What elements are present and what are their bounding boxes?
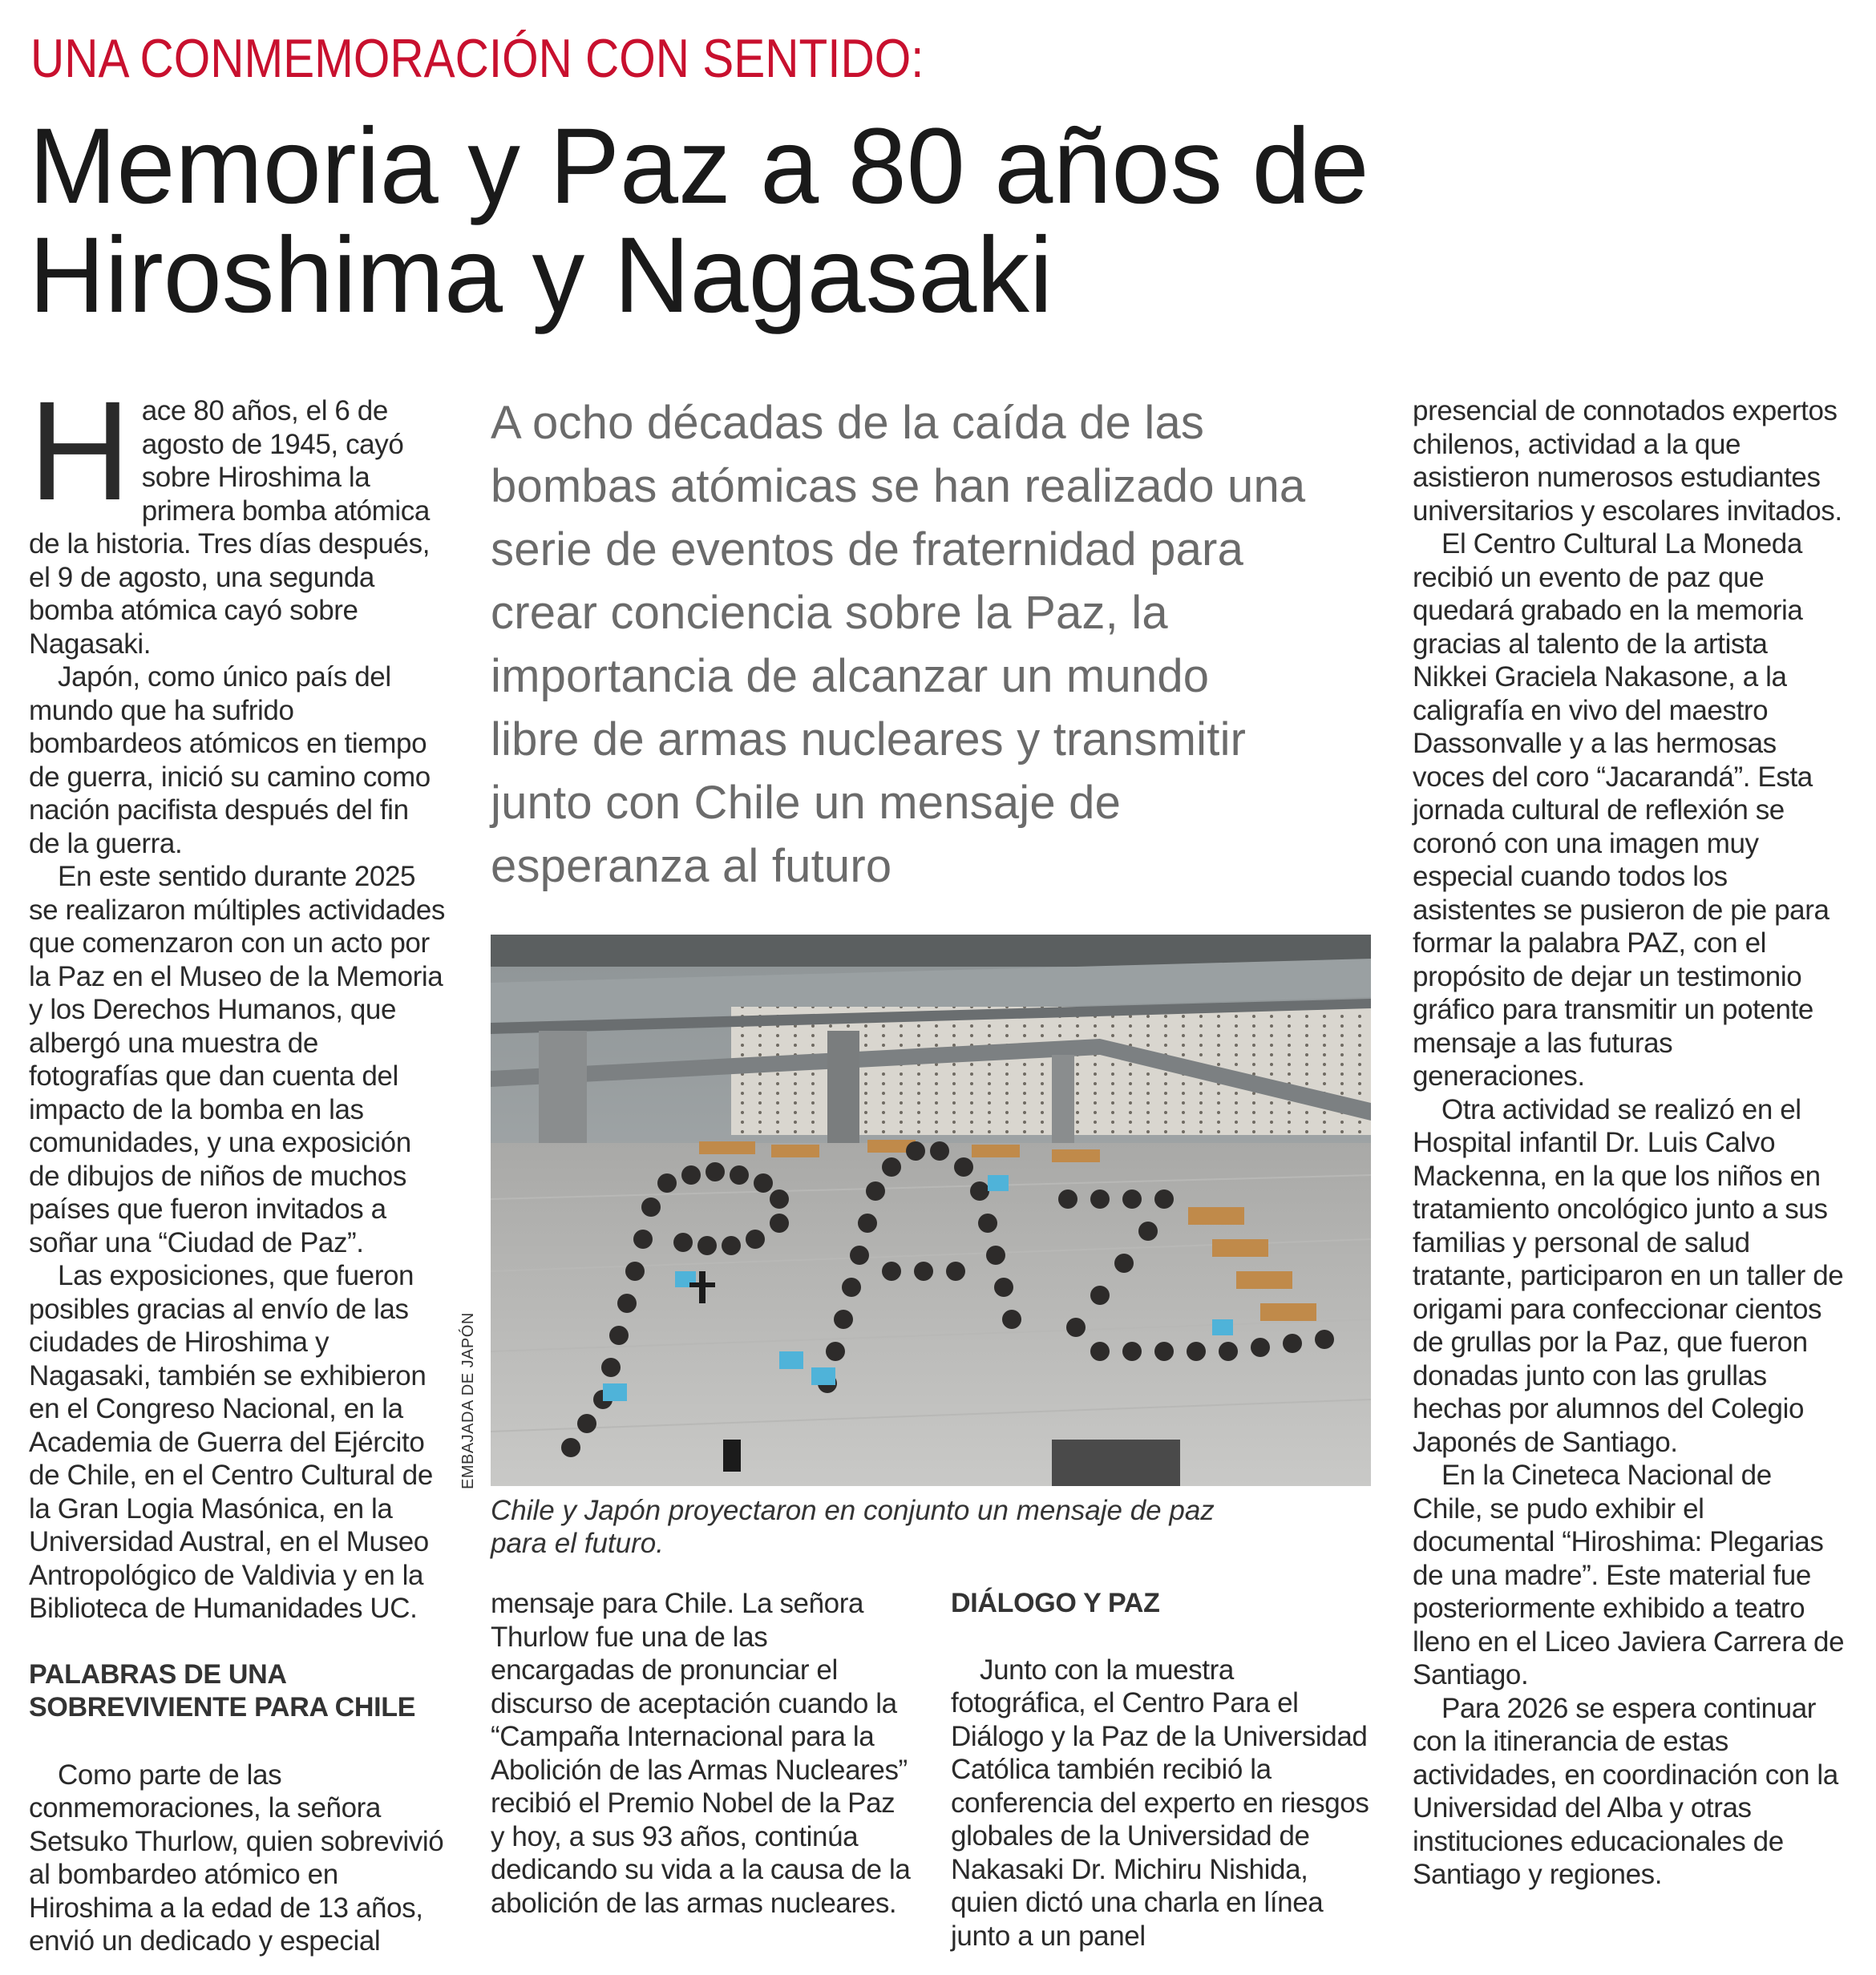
pull-quote-line: junto con Chile un mensaje de bbox=[491, 777, 1122, 829]
article-column-3 bbox=[951, 1587, 1376, 1953]
paragraph-col4-3: Otra actividad se realizó en el Hospital infantil Dr. Luis Calvo Mackenna, en la que los niños en tratamiento oncológico junto a sus familias y personal de salud tratante, participaron en un taller de origami para confeccionar cientos de grullas por la Paz, que fueron donadas junto con las grullas hechas por alumnos del Colegio Japonés de Santiago. bbox=[1413, 1093, 1844, 1458]
article-column-4 bbox=[1413, 394, 1846, 1892]
paragraph-continued: mensaje para Chile. La señora Thurlow fue una de las encargadas de pronunciar el discurso de aceptación cuando la “Campaña Internacional para la Abolición de las Armas Nucleares” recibió el Premio Nobel de la Paz y hoy, a sus 93 años, continúa dedicando su vida a la causa de la abolición de las armas nucleares. bbox=[491, 1588, 911, 1919]
kicker-title: UNA CONMEMORACIÓN CON SENTIDO: bbox=[30, 28, 924, 89]
subhead-survivor-line-2: SOBREVIVIENTE PARA CHILE bbox=[29, 1692, 416, 1723]
pull-quote-line: esperanza al futuro bbox=[491, 840, 892, 892]
event-photo bbox=[491, 935, 1371, 1486]
headline bbox=[29, 107, 1369, 335]
pull-quote-line: serie de eventos de fraternidad para bbox=[491, 523, 1244, 576]
paragraph-dialogue: Junto con la muestra fotográfica, el Centro Para el Diálogo y la Paz de la Universidad Católica también recibió la conferencia del experto en riesgos globales de la Universidad de Nakasaki Dr. Michiru Nishida, quien dictó una charla en línea junto a un panel bbox=[951, 1654, 1369, 1952]
photo-caption bbox=[491, 1494, 1373, 1560]
subhead-survivor-line-1: PALABRAS DE UNA bbox=[29, 1658, 287, 1690]
drop-cap: H bbox=[29, 373, 131, 530]
pull-quote-line: libre de armas nucleares y transmitir bbox=[491, 713, 1247, 765]
paragraph-col4-5: Para 2026 se espera continuar con la itinerancia de estas actividades, en coordinación con la Universidad del Alba y otras instituciones educacionales de Santiago y regiones. bbox=[1413, 1692, 1838, 1890]
pull-quote-line: importancia de alcanzar un mundo bbox=[491, 650, 1210, 702]
paragraph-4: Las exposiciones, que fueron posibles gracias al envío de las ciudades de Hiroshima y Nagasaki, también se exhibieron en el Congreso Nacional, en la Academia de Guerra del Ejército de Chile, en el Centro Cultural de la Gran Logia Masónica, en la Universidad Austral, en el Museo Antropológico de Valdivia y en la Biblioteca de Humanidades UC. bbox=[29, 1260, 433, 1624]
paragraph-col4-2: El Centro Cultural La Moneda recibió un evento de paz que quedará grabado en la memoria gracias al talento de la artista Nikkei Graciela Nakasone, a la caligrafía en vivo del maestro Dassonvalle y a las hermosas voces del coro “Jacarandá”. Esta jornada cultural de reflexión se coronó con una imagen muy especial cuando todos los asistentes se pusieron de pie para formar la palabra PAZ, con el propósito de dejar un testimonio gráfico para transmitir un potente mensaje a las futuras generaciones. bbox=[1413, 528, 1830, 1092]
article-column-2 bbox=[491, 1587, 916, 1920]
subhead-dialogue: DIÁLOGO Y PAZ bbox=[951, 1588, 1160, 1618]
paragraph-1-text: ace 80 años, el 6 de agosto de 1945, cayó sobre Hiroshima la primera bomba atómica de la historia. Tres días después, el 9 de agosto, una segunda bomba atómica cayó sobre Nagasaki. bbox=[29, 395, 431, 660]
photo-credit: EMBAJADA DE JAPÓN bbox=[459, 1312, 477, 1489]
pull-quote-line: bombas atómicas se han realizado una bbox=[491, 460, 1306, 512]
pull-quote-line: A ocho décadas de la caída de las bbox=[491, 397, 1205, 449]
paragraph-5: Como parte de las conmemoraciones, la señora Setsuko Thurlow, quien sobrevivió al bombardeo atómico en Hiroshima a la edad de 13 años, envió un dedicado y especial bbox=[29, 1759, 444, 1957]
pull-quote-line: crear conciencia sobre la Paz, la bbox=[491, 587, 1168, 639]
headline-line-2: Hiroshima y Nagasaki bbox=[29, 216, 1053, 335]
headline-line-1: Memoria y Paz a 80 años de bbox=[29, 107, 1369, 226]
photo-caption-line-2: para el futuro. bbox=[491, 1528, 664, 1559]
event-photo-illustration bbox=[491, 935, 1371, 1486]
paragraph-col4-4: En la Cineteca Nacional de Chile, se pudo exhibir el documental “Hiroshima: Plegarias de una madre”. Este material fue posteriormente exhibido a teatro lleno en el Liceo Javiera Carrera de Santiago. bbox=[1413, 1460, 1845, 1690]
article-column-1 bbox=[29, 373, 446, 1958]
pull-quote bbox=[491, 391, 1381, 898]
photo-caption-line-1: Chile y Japón proyectaron en conjunto un mensaje de paz bbox=[491, 1495, 1215, 1526]
subhead-survivor bbox=[29, 1658, 446, 1725]
paragraph-col4-1: presencial de connotados expertos chilenos, actividad a la que asistieron numerosos estudiantes universitarios y escolares invitados. bbox=[1413, 395, 1842, 527]
paragraph-2: Japón, como único país del mundo que ha sufrido bombardeos atómicos en tiempo de guerra, inició su camino como nación pacifista después del fin de la guerra. bbox=[29, 661, 431, 859]
paragraph-1 bbox=[29, 373, 446, 660]
paragraph-3: En este sentido durante 2025 se realizaron múltiples actividades que comenzaron con un acto por la Paz en el Museo de la Memoria y los Derechos Humanos, que albergó una muestra de fotografías que dan cuenta del impacto de la bomba en las comunidades, y una exposición de dibujos de niños de muchos países que fueron invitados a soñar una “Ciudad de Paz”. bbox=[29, 861, 446, 1258]
